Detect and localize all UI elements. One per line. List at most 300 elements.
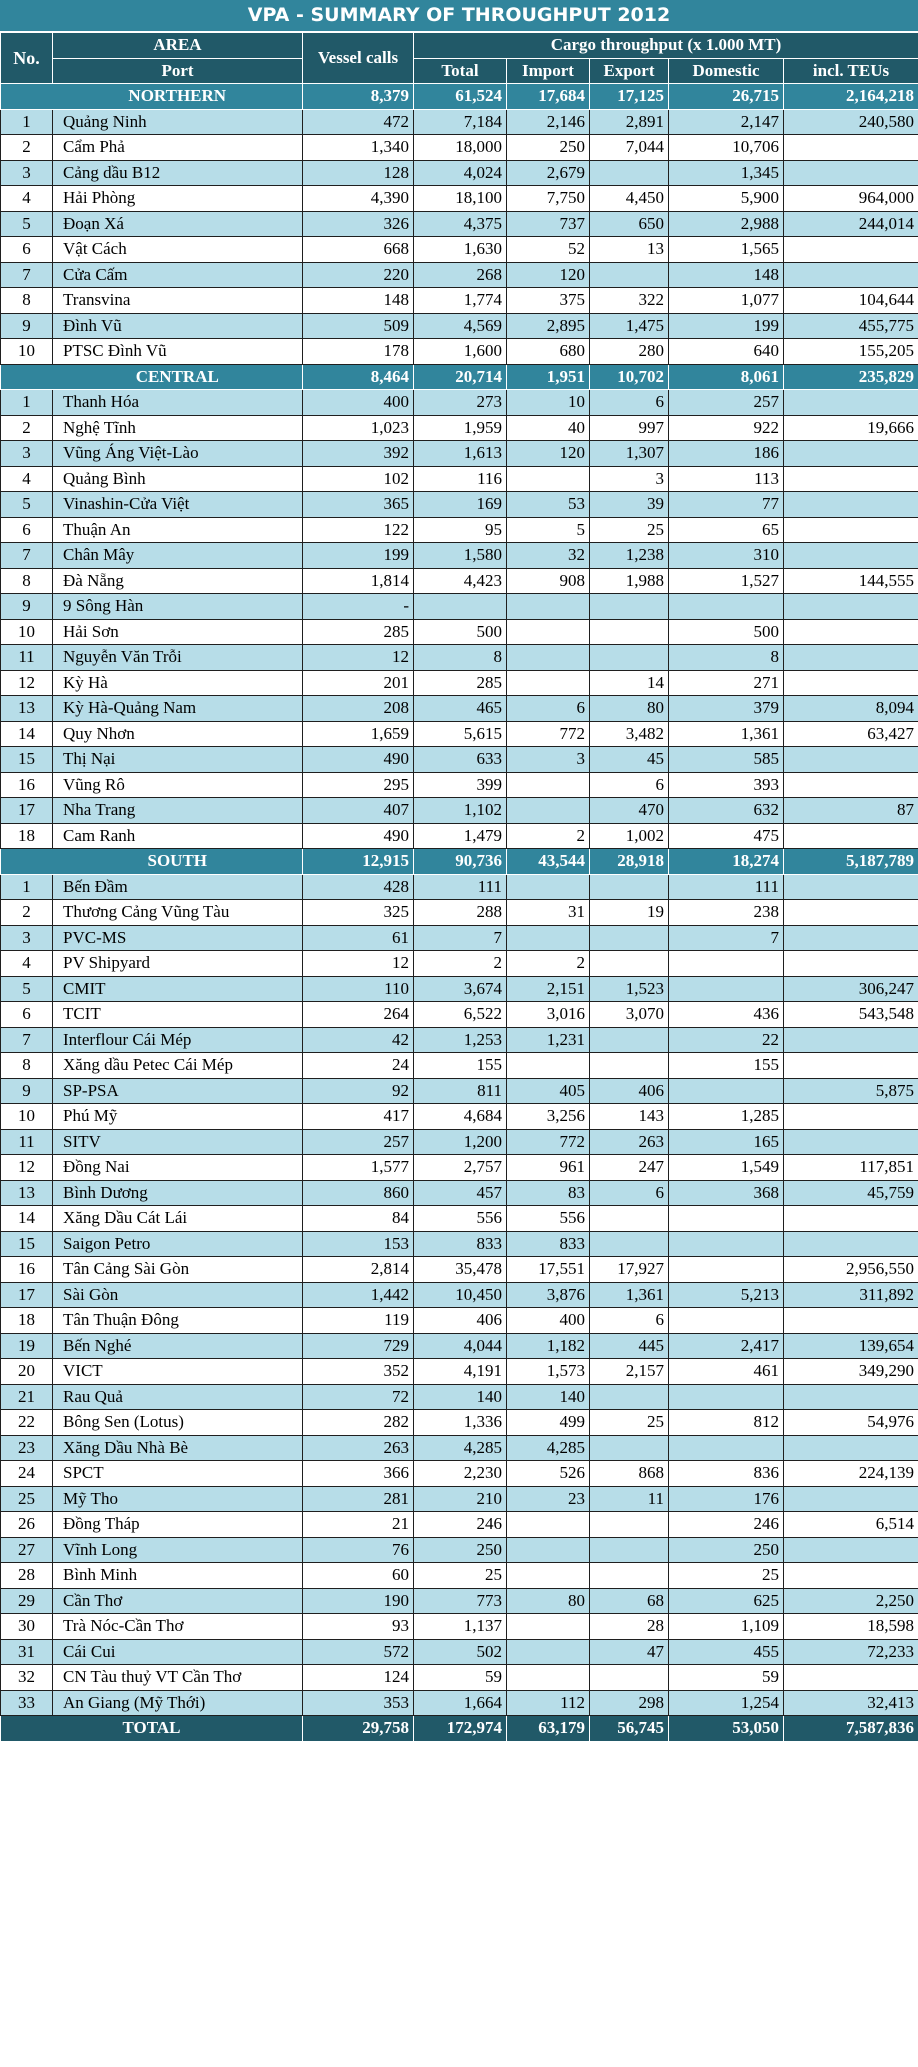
cell-vessel-calls: 353: [303, 1690, 414, 1716]
cell-port: Quảng Bình: [53, 466, 303, 492]
cell-no: 32: [1, 1665, 53, 1691]
cell-export: 45: [590, 747, 669, 773]
cell-import: 1,182: [507, 1333, 590, 1359]
cell-import: [507, 670, 590, 696]
cell-vessel-calls: 60: [303, 1563, 414, 1589]
cell-total: 1,664: [414, 1690, 507, 1716]
cell-total: 4,684: [414, 1104, 507, 1130]
cell-no: 9: [1, 1078, 53, 1104]
cell-import: 499: [507, 1410, 590, 1436]
cell-import: [507, 1512, 590, 1538]
cell-domestic: 436: [669, 1002, 784, 1028]
cell-port: Thuận An: [53, 517, 303, 543]
region-no-cell: [1, 364, 53, 390]
table-row: [1, 517, 918, 543]
cell-port: Xăng Dầu Cát Lái: [53, 1206, 303, 1232]
cell-export: [590, 1027, 669, 1053]
cell-teus: [784, 543, 918, 569]
cell-port: SPCT: [53, 1461, 303, 1487]
cell-total: 169: [414, 492, 507, 518]
cell-teus: [784, 874, 918, 900]
table-row: [1, 798, 918, 824]
cell-vessel-calls: 1,577: [303, 1155, 414, 1181]
cell-no: 21: [1, 1384, 53, 1410]
table-row: [1, 1002, 918, 1028]
cell-domestic: 393: [669, 772, 784, 798]
cell-domestic: 59: [669, 1665, 784, 1691]
cell-export: 1,002: [590, 823, 669, 849]
cell-import: [507, 594, 590, 620]
cell-total: 4,191: [414, 1359, 507, 1385]
cell-no: 30: [1, 1614, 53, 1640]
cell-teus: 139,654: [784, 1333, 918, 1359]
cell-port: Đà Nẵng: [53, 568, 303, 594]
header-teus: incl. TEUs: [784, 58, 918, 84]
cell-port: PVC-MS: [53, 925, 303, 951]
cell-domestic: 77: [669, 492, 784, 518]
cell-port: CMIT: [53, 976, 303, 1002]
cell-export: [590, 1053, 669, 1079]
cell-teus: 5,875: [784, 1078, 918, 1104]
cell-domestic: 246: [669, 1512, 784, 1538]
cell-vessel-calls: 93: [303, 1614, 414, 1640]
cell-domestic: 257: [669, 390, 784, 416]
cell-total: [414, 594, 507, 620]
cell-teus: 311,892: [784, 1282, 918, 1308]
cell-no: 4: [1, 466, 53, 492]
cell-export: 650: [590, 211, 669, 237]
cell-domestic: 176: [669, 1486, 784, 1512]
cell-import: 556: [507, 1206, 590, 1232]
cell-export: 2,157: [590, 1359, 669, 1385]
cell-export: 1,523: [590, 976, 669, 1002]
cell-vessel-calls: 92: [303, 1078, 414, 1104]
cell-total: 399: [414, 772, 507, 798]
header-cargo: Cargo throughput (x 1.000 MT): [414, 33, 918, 59]
cell-port: Bình Minh: [53, 1563, 303, 1589]
cell-export: [590, 1563, 669, 1589]
table-row: [1, 925, 918, 951]
table-row: [1, 1639, 918, 1665]
cell-teus: 964,000: [784, 186, 918, 212]
cell-domestic: 379: [669, 696, 784, 722]
cell-import: [507, 1639, 590, 1665]
cell-export: 143: [590, 1104, 669, 1130]
table-row: [1, 186, 918, 212]
cell-teus: [784, 492, 918, 518]
header-domestic: Domestic: [669, 58, 784, 84]
cell-port: Mỹ Tho: [53, 1486, 303, 1512]
cell-domestic: 111: [669, 874, 784, 900]
cell-vessel-calls: 1,814: [303, 568, 414, 594]
cell-teus: [784, 1563, 918, 1589]
cell-domestic: 5,900: [669, 186, 784, 212]
cell-import: 40: [507, 415, 590, 441]
cell-no: 6: [1, 237, 53, 263]
cell-domestic: 25: [669, 1563, 784, 1589]
cell-teus: [784, 517, 918, 543]
cell-import: 23: [507, 1486, 590, 1512]
cell-no: 20: [1, 1359, 53, 1385]
header-import: Import: [507, 58, 590, 84]
cell-export: 25: [590, 1410, 669, 1436]
total-total: 172,974: [414, 1716, 507, 1742]
cell-domestic: 148: [669, 262, 784, 288]
table-row: [1, 1308, 918, 1334]
cell-export: [590, 1537, 669, 1563]
cell-teus: 87: [784, 798, 918, 824]
table-row: [1, 109, 918, 135]
cell-vessel-calls: 407: [303, 798, 414, 824]
cell-port: Cam Ranh: [53, 823, 303, 849]
cell-vessel-calls: 572: [303, 1639, 414, 1665]
cell-teus: 543,548: [784, 1002, 918, 1028]
cell-no: 26: [1, 1512, 53, 1538]
sheet-title: VPA - SUMMARY OF THROUGHPUT 2012: [0, 0, 918, 32]
cell-export: [590, 594, 669, 620]
cell-import: 400: [507, 1308, 590, 1334]
cell-vessel-calls: 128: [303, 160, 414, 186]
header-area: AREA: [53, 33, 303, 59]
cell-teus: 2,250: [784, 1588, 918, 1614]
cell-export: 19: [590, 900, 669, 926]
cell-export: 7,044: [590, 135, 669, 161]
cell-import: 112: [507, 1690, 590, 1716]
cell-no: 12: [1, 1155, 53, 1181]
cell-port: Tân Cảng Sài Gòn: [53, 1257, 303, 1283]
cell-export: 3,482: [590, 721, 669, 747]
cell-port: SITV: [53, 1129, 303, 1155]
table-row: [1, 1359, 918, 1385]
cell-no: 10: [1, 619, 53, 645]
cell-total: 4,285: [414, 1435, 507, 1461]
cell-port: Sài Gòn: [53, 1282, 303, 1308]
cell-no: 7: [1, 1027, 53, 1053]
cell-domestic: 475: [669, 823, 784, 849]
cell-domestic: [669, 1435, 784, 1461]
cell-no: 8: [1, 288, 53, 314]
cell-domestic: 500: [669, 619, 784, 645]
cell-vessel-calls: 263: [303, 1435, 414, 1461]
cell-vessel-calls: 860: [303, 1180, 414, 1206]
cell-domestic: [669, 976, 784, 1002]
cell-export: 322: [590, 288, 669, 314]
cell-export: 17,927: [590, 1257, 669, 1283]
cell-import: 3,016: [507, 1002, 590, 1028]
total-row: [1, 1716, 918, 1742]
cell-domestic: 5,213: [669, 1282, 784, 1308]
table-row: [1, 1129, 918, 1155]
cell-export: [590, 1231, 669, 1257]
cell-vessel-calls: 178: [303, 339, 414, 365]
cell-total: 465: [414, 696, 507, 722]
cell-export: [590, 1665, 669, 1691]
cell-port: Bình Dương: [53, 1180, 303, 1206]
cell-teus: 19,666: [784, 415, 918, 441]
table-body: [1, 84, 918, 1742]
cell-vessel-calls: 400: [303, 390, 414, 416]
cell-vessel-calls: 12: [303, 951, 414, 977]
cell-teus: [784, 1053, 918, 1079]
cell-total: 18,100: [414, 186, 507, 212]
cell-domestic: 238: [669, 900, 784, 926]
cell-domestic: 1,254: [669, 1690, 784, 1716]
cell-domestic: 65: [669, 517, 784, 543]
total-export: 56,745: [590, 1716, 669, 1742]
cell-domestic: 1,361: [669, 721, 784, 747]
cell-port: SP-PSA: [53, 1078, 303, 1104]
cell-export: 11: [590, 1486, 669, 1512]
cell-teus: [784, 951, 918, 977]
cell-teus: 45,759: [784, 1180, 918, 1206]
cell-no: 15: [1, 1231, 53, 1257]
cell-vessel-calls: 428: [303, 874, 414, 900]
cell-no: 7: [1, 543, 53, 569]
cell-port: 9 Sông Hàn: [53, 594, 303, 620]
cell-total: 4,044: [414, 1333, 507, 1359]
cell-domestic: 2,417: [669, 1333, 784, 1359]
cell-domestic: 1,109: [669, 1614, 784, 1640]
cell-teus: 54,976: [784, 1410, 918, 1436]
cell-teus: [784, 1665, 918, 1691]
cell-total: 1,630: [414, 237, 507, 263]
region-name: SOUTH: [53, 849, 303, 875]
region-total: 90,736: [414, 849, 507, 875]
table-row: [1, 1231, 918, 1257]
table-row: [1, 492, 918, 518]
cell-export: 4,450: [590, 186, 669, 212]
cell-port: Kỳ Hà: [53, 670, 303, 696]
cell-no: 16: [1, 1257, 53, 1283]
cell-export: [590, 619, 669, 645]
region-export: 28,918: [590, 849, 669, 875]
cell-teus: [784, 390, 918, 416]
cell-total: 111: [414, 874, 507, 900]
header-export: Export: [590, 58, 669, 84]
cell-export: [590, 1512, 669, 1538]
cell-vessel-calls: 1,340: [303, 135, 414, 161]
cell-import: [507, 1563, 590, 1589]
cell-port: Thương Cảng Vũng Tàu: [53, 900, 303, 926]
cell-no: 13: [1, 1180, 53, 1206]
cell-total: 246: [414, 1512, 507, 1538]
cell-vessel-calls: 61: [303, 925, 414, 951]
cell-domestic: 1,527: [669, 568, 784, 594]
cell-port: Vũng Áng Việt-Lào: [53, 441, 303, 467]
cell-import: 53: [507, 492, 590, 518]
table-row: [1, 1104, 918, 1130]
cell-port: Nha Trang: [53, 798, 303, 824]
cell-no: 13: [1, 696, 53, 722]
cell-port: Hải Sơn: [53, 619, 303, 645]
table-row: [1, 874, 918, 900]
table-row: [1, 1206, 918, 1232]
total-vessel-calls: 29,758: [303, 1716, 414, 1742]
cell-domestic: 2,147: [669, 109, 784, 135]
cell-domestic: 250: [669, 1537, 784, 1563]
cell-no: 6: [1, 517, 53, 543]
cell-export: 2,891: [590, 109, 669, 135]
table-row: [1, 823, 918, 849]
cell-domestic: [669, 1206, 784, 1232]
cell-teus: [784, 135, 918, 161]
cell-port: PV Shipyard: [53, 951, 303, 977]
cell-domestic: 812: [669, 1410, 784, 1436]
cell-vessel-calls: 21: [303, 1512, 414, 1538]
cell-total: 210: [414, 1486, 507, 1512]
cell-total: 8: [414, 645, 507, 671]
cell-import: [507, 1537, 590, 1563]
cell-import: 6: [507, 696, 590, 722]
cell-import: [507, 645, 590, 671]
cell-vessel-calls: 76: [303, 1537, 414, 1563]
cell-port: Đoạn Xá: [53, 211, 303, 237]
cell-port: Chân Mây: [53, 543, 303, 569]
cell-no: 31: [1, 1639, 53, 1665]
cell-no: 5: [1, 211, 53, 237]
cell-import: 10: [507, 390, 590, 416]
cell-no: 10: [1, 339, 53, 365]
cell-vessel-calls: 1,659: [303, 721, 414, 747]
cell-import: 2: [507, 951, 590, 977]
table-row: [1, 1257, 918, 1283]
cell-import: 3,256: [507, 1104, 590, 1130]
total-domestic: 53,050: [669, 1716, 784, 1742]
table-row: [1, 747, 918, 773]
cell-total: 1,600: [414, 339, 507, 365]
cell-total: 1,479: [414, 823, 507, 849]
cell-port: Đồng Tháp: [53, 1512, 303, 1538]
cell-import: 680: [507, 339, 590, 365]
cell-teus: [784, 1231, 918, 1257]
cell-no: 27: [1, 1537, 53, 1563]
cell-teus: 32,413: [784, 1690, 918, 1716]
table-row: [1, 1486, 918, 1512]
cell-export: 6: [590, 1308, 669, 1334]
table-row: [1, 619, 918, 645]
cell-export: 280: [590, 339, 669, 365]
cell-teus: 455,775: [784, 313, 918, 339]
cell-total: 2,757: [414, 1155, 507, 1181]
cell-vessel-calls: 12: [303, 645, 414, 671]
cell-vessel-calls: 472: [303, 109, 414, 135]
cell-no: 4: [1, 186, 53, 212]
cell-domestic: 461: [669, 1359, 784, 1385]
table-row: [1, 568, 918, 594]
cell-no: 5: [1, 492, 53, 518]
table-row: [1, 1435, 918, 1461]
cell-vessel-calls: 352: [303, 1359, 414, 1385]
cell-domestic: 186: [669, 441, 784, 467]
region-domestic: 26,715: [669, 84, 784, 110]
cell-total: 811: [414, 1078, 507, 1104]
cell-import: 405: [507, 1078, 590, 1104]
cell-vessel-calls: 509: [303, 313, 414, 339]
region-import: 43,544: [507, 849, 590, 875]
table-row: [1, 1563, 918, 1589]
cell-port: Saigon Petro: [53, 1231, 303, 1257]
cell-teus: [784, 262, 918, 288]
cell-total: 4,375: [414, 211, 507, 237]
cell-import: [507, 1614, 590, 1640]
cell-total: 4,024: [414, 160, 507, 186]
table-row: [1, 160, 918, 186]
cell-total: 1,253: [414, 1027, 507, 1053]
cell-total: 406: [414, 1308, 507, 1334]
region-teus: 235,829: [784, 364, 918, 390]
cell-port: Quy Nhơn: [53, 721, 303, 747]
cell-teus: [784, 645, 918, 671]
table-row: [1, 900, 918, 926]
cell-port: Cần Thơ: [53, 1588, 303, 1614]
table-row: [1, 211, 918, 237]
table-row: [1, 1027, 918, 1053]
cell-teus: [784, 747, 918, 773]
cell-total: 18,000: [414, 135, 507, 161]
cell-import: 1,231: [507, 1027, 590, 1053]
table-row: [1, 1690, 918, 1716]
cell-total: 502: [414, 1639, 507, 1665]
cell-vessel-calls: 490: [303, 747, 414, 773]
cell-import: 2,151: [507, 976, 590, 1002]
cell-total: 556: [414, 1206, 507, 1232]
table-row: [1, 262, 918, 288]
cell-export: 68: [590, 1588, 669, 1614]
cell-import: 83: [507, 1180, 590, 1206]
cell-import: 2,895: [507, 313, 590, 339]
cell-total: 1,959: [414, 415, 507, 441]
cell-import: 961: [507, 1155, 590, 1181]
table-row: [1, 670, 918, 696]
cell-teus: [784, 1027, 918, 1053]
cell-import: [507, 925, 590, 951]
cell-vessel-calls: 365: [303, 492, 414, 518]
cell-import: 833: [507, 1231, 590, 1257]
cell-teus: 117,851: [784, 1155, 918, 1181]
cell-no: 3: [1, 441, 53, 467]
cell-port: Vũng Rô: [53, 772, 303, 798]
region-vessel-calls: 12,915: [303, 849, 414, 875]
cell-teus: 6,514: [784, 1512, 918, 1538]
table-row: [1, 288, 918, 314]
cell-export: 80: [590, 696, 669, 722]
cell-export: 1,238: [590, 543, 669, 569]
cell-total: 1,137: [414, 1614, 507, 1640]
region-no-cell: [1, 84, 53, 110]
cell-total: 140: [414, 1384, 507, 1410]
cell-vessel-calls: 729: [303, 1333, 414, 1359]
cell-vessel-calls: 110: [303, 976, 414, 1002]
region-total: 61,524: [414, 84, 507, 110]
header-total: Total: [414, 58, 507, 84]
table-row: [1, 1614, 918, 1640]
cell-no: 1: [1, 109, 53, 135]
cell-total: 1,613: [414, 441, 507, 467]
cell-domestic: [669, 951, 784, 977]
cell-export: 47: [590, 1639, 669, 1665]
cell-port: Cẩm Phả: [53, 135, 303, 161]
cell-no: 1: [1, 874, 53, 900]
cell-total: 288: [414, 900, 507, 926]
cell-vessel-calls: 668: [303, 237, 414, 263]
cell-port: Trà Nóc-Cần Thơ: [53, 1614, 303, 1640]
cell-total: 1,774: [414, 288, 507, 314]
cell-vessel-calls: -: [303, 594, 414, 620]
cell-export: [590, 925, 669, 951]
cell-vessel-calls: 282: [303, 1410, 414, 1436]
cell-vessel-calls: 417: [303, 1104, 414, 1130]
cell-domestic: 271: [669, 670, 784, 696]
